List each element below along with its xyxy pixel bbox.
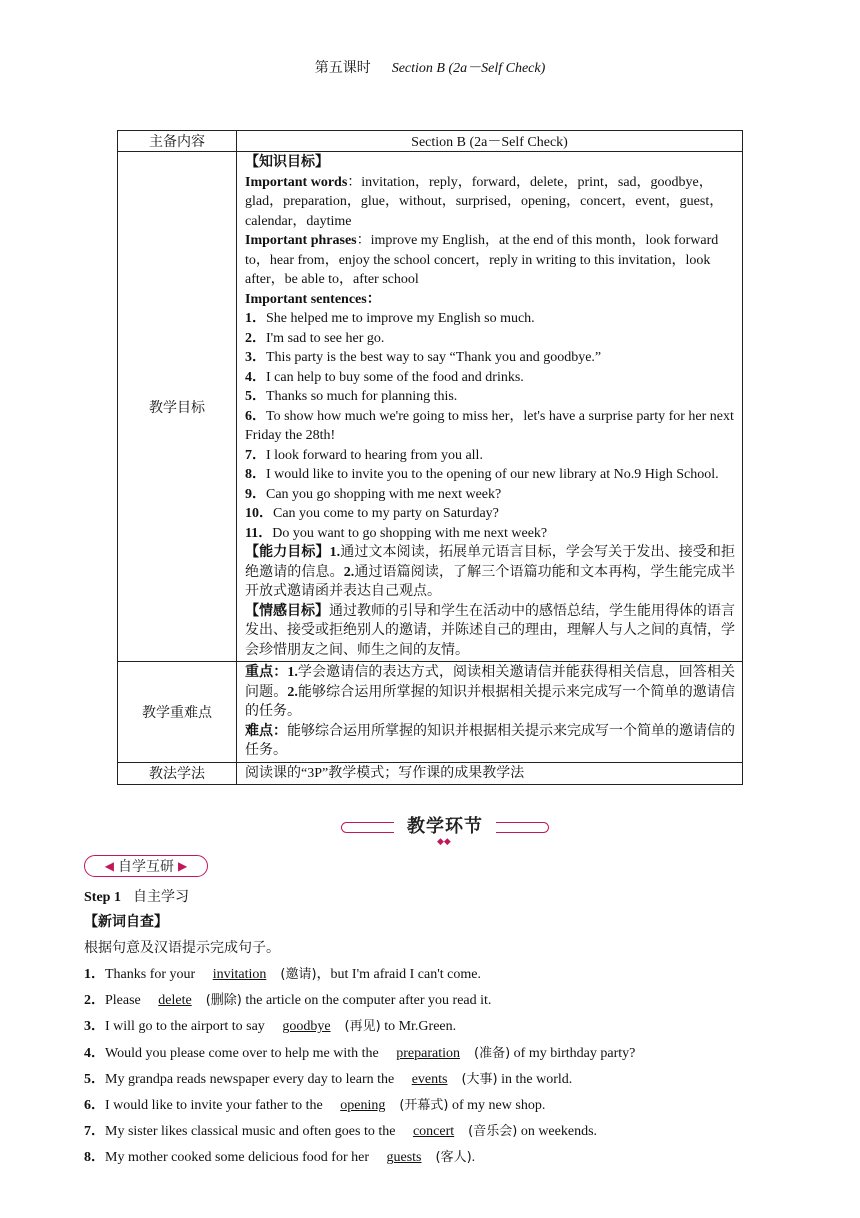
- lesson-section: Section B (2a－Self Check): [391, 61, 546, 76]
- table-row: [118, 131, 743, 152]
- sentence-item: 7．I look forward to hearing from you all.: [245, 447, 483, 463]
- exercise-item: 8．My mother cooked some delicious food for her guests (客人).: [84, 1150, 476, 1166]
- answer-blank: guests: [386, 1150, 422, 1166]
- sentence-item: 3．This party is the best way to say “Thank you and goodbye.”: [245, 350, 602, 365]
- sentence-item: 8．I would like to invite you to the opening of our new library at No.9 High School.: [245, 467, 719, 482]
- exercise-item: 1．Thanks for your invitation (邀请)，but I'm afraid I can't come.: [84, 967, 481, 982]
- sentence-item: 11．Do you want to go shopping with me next week?: [245, 525, 548, 541]
- sub-heading: 【新词自查】: [84, 915, 168, 930]
- row-label: 教学重难点: [118, 662, 237, 763]
- answer-blank: delete: [158, 993, 192, 1009]
- right-arrow-icon: ▶: [178, 859, 188, 873]
- answer-blank: opening: [340, 1098, 386, 1113]
- difficult-points: 难点：能够综合运用所掌握的知识并根据相关提示来完成写一个简单的邀请信的任务。: [245, 723, 735, 758]
- objectives-content: [237, 152, 743, 662]
- lesson-number: 第五课时: [314, 61, 371, 76]
- sentence-item: 6．To show how much we're going to miss her，let's have a surprise party for her next Friday the 28th!: [245, 408, 734, 443]
- sentence-item: 2．I'm sad to see her go.: [245, 330, 385, 346]
- table-row: [118, 762, 743, 785]
- section-banner: [341, 812, 549, 846]
- banner-left-bar: [341, 822, 394, 833]
- sentence-item: 4．I can help to buy some of the food and drinks.: [245, 369, 524, 385]
- banner-title: 教学环节: [407, 816, 483, 837]
- row-label: 主备内容: [118, 131, 237, 152]
- knowledge-heading: 【知识目标】: [245, 155, 329, 170]
- key-points: 重点：1.学会邀请信的表达方式，阅读相关邀请信并能获得相关信息，回答相关问题。2.能够综合运用所掌握的知识并根据相关提示来完成写一个简单的邀请信的任务。: [245, 665, 736, 719]
- lesson-plan-table: [117, 130, 743, 785]
- table-row: [118, 662, 743, 763]
- table-row: [118, 152, 743, 662]
- answer-blank: events: [411, 1071, 448, 1087]
- sentence-item: 5．Thanks so much for planning this.: [245, 389, 458, 404]
- exercise-item: 6．I would like to invite your father to the opening (开幕式) of my new shop.: [84, 1098, 546, 1113]
- sentence-item: 1．She helped me to improve my English so much.: [245, 311, 535, 326]
- methods-content: 阅读课的“3P”教学模式；写作课的成果教学法: [237, 762, 743, 785]
- section-tag-label: 自学互研: [118, 859, 174, 875]
- sentence-list: [245, 309, 735, 543]
- section-tag: [84, 855, 208, 877]
- instruction: 根据句意及汉语提示完成句子。: [84, 941, 280, 956]
- emotion-goals: 【情感目标】通过教师的引导和学生在活动中的感悟总结，学生能用得体的语言发出、接受或拒绝别人的邀请，并陈述自己的理由，理解人与人之间的真情，学会珍惜朋友之间、师生之间的友情。: [245, 603, 735, 658]
- important-phrases: Important phrases：improve my English，at the end of this month，look forward to，hear from，enjoy the school concert，reply in writing to this invitation，look after，be able to，after school: [245, 233, 719, 287]
- sentences-label: Important sentences：: [245, 291, 381, 307]
- sentence-item: 10．Can you come to my party on Saturday?: [245, 506, 499, 521]
- key-points-content: [237, 662, 743, 763]
- page-title: [0, 57, 860, 77]
- banner-right-bar: [496, 822, 549, 833]
- answer-blank: goodbye: [282, 1019, 331, 1035]
- diamond-icon: ◆◆: [437, 836, 451, 846]
- exercise-item: 3．I will go to the airport to say goodbye (再见) to Mr.Green.: [84, 1019, 457, 1035]
- exercise-item: 2．Please delete (删除) the article on the computer after you read it.: [84, 993, 492, 1009]
- row-label: 教学目标: [118, 152, 237, 662]
- row-label: 教法学法: [118, 762, 237, 785]
- ability-goals: 【能力目标】1.通过文本阅读，拓展单元语言目标，学会写关于发出、接受和拒绝邀请的信息。2.通过语篇阅读，了解三个语篇功能和文本再构，学生能完成半开放式邀请函并表达自己观点。: [245, 545, 736, 599]
- step-heading: Step 1 自主学习: [84, 890, 189, 905]
- answer-blank: concert: [412, 1124, 455, 1140]
- exercise-item: 5．My grandpa reads newspaper every day to learn the events (大事) in the world.: [84, 1071, 573, 1087]
- important-words: Important words：invitation，reply，forward，delete，print，sad，goodbye，glad，preparation，glue，without，surprised，opening，concert，event，guest，calendar，daytime: [245, 174, 724, 229]
- exercise-item: 7．My sister likes classical music and often goes to the concert (音乐会) on weekends.: [84, 1124, 598, 1140]
- left-arrow-icon: ◀: [104, 859, 114, 873]
- answer-blank: preparation: [396, 1045, 460, 1061]
- answer-blank: invitation: [212, 967, 267, 982]
- sentence-item: 9．Can you go shopping with me next week?: [245, 486, 502, 502]
- row-content: Section B (2a－Self Check): [237, 131, 743, 152]
- exercise-item: 4．Would you please come over to help me with the preparation (准备) of my birthday party?: [84, 1045, 636, 1061]
